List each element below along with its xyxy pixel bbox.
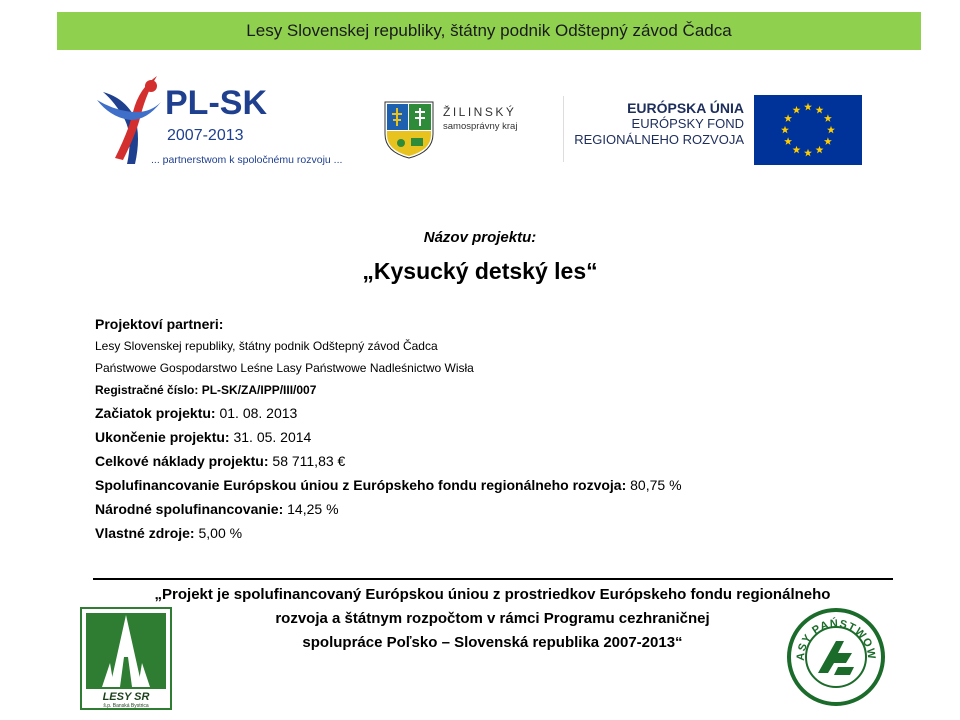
banner-text: Lesy Slovenskej republiky, štátny podnik Odštepný závod Čadca xyxy=(246,21,732,40)
own-value: 5,00 % xyxy=(194,525,243,541)
project-details xyxy=(95,313,895,545)
registration-number: Registračné číslo: PL-SK/ZA/IPP/III/007 xyxy=(95,383,317,397)
project-title: „Kysucký detský les“ xyxy=(362,258,598,284)
eu-flag-icon xyxy=(754,95,862,165)
plsk-slogan: ... partnerstwom k spoločnému rozvoju ... xyxy=(151,154,343,166)
zilina-coat-of-arms-icon xyxy=(383,98,543,160)
plsk-emblem-icon xyxy=(95,72,350,172)
divider xyxy=(93,578,893,580)
lesy-sr-tree-icon xyxy=(80,607,172,710)
funding-line-2: rozvoja a štátnym rozpočtom v rámci Programu cezhraničnej xyxy=(275,610,710,627)
zilina-line2: samosprávny kraj xyxy=(443,121,518,132)
funding-line-1: „Projekt je spolufinancovaný Európskou úniou z prostriedkov Európskeho fondu regionálneho xyxy=(154,586,831,603)
zilina-logo xyxy=(383,98,543,160)
plsk-name: PL-SK xyxy=(165,84,267,122)
own-label: Vlastné zdroje: xyxy=(95,525,195,541)
nat-cofin-value: 14,25 % xyxy=(283,501,339,517)
project-label: Názov projektu: xyxy=(423,229,537,246)
funding-statement xyxy=(90,583,895,655)
partner-2: Państwowe Gospodarstwo Leśne Lasy Państwowe Nadleśnictwo Wisła xyxy=(95,361,474,375)
end-date-row xyxy=(95,425,895,449)
eu-cofinancing-row xyxy=(95,473,895,497)
eu-line3: REGIONÁLNEHO ROZVOJA xyxy=(574,132,744,147)
eu-fund-text xyxy=(563,96,744,162)
eu-line2: EURÓPSKY FOND xyxy=(631,116,744,131)
own-resources-row xyxy=(95,521,895,545)
zilina-line1: ŽILINSKÝ xyxy=(443,105,517,119)
lesy-sr-sub: š.p. Banská Bystrica xyxy=(103,703,149,709)
nat-cofin-label: Národné spolufinancovanie: xyxy=(95,501,284,517)
lesy-sr-logo xyxy=(80,607,172,710)
start-value: 01. 08. 2013 xyxy=(215,405,298,421)
lasy-panstwowe-name: ASY PAŃSTWOW xyxy=(794,617,878,662)
lasy-panstwowe-logo xyxy=(786,607,886,707)
partner-1: Lesy Slovenskej republiky, štátny podnik Odštepný závod Čadca xyxy=(95,339,438,353)
start-date-row xyxy=(95,401,895,425)
start-label: Začiatok projektu: xyxy=(95,405,216,421)
plsk-logo xyxy=(95,72,350,172)
header-banner xyxy=(57,12,921,50)
eu-line1: EURÓPSKA ÚNIA xyxy=(627,100,744,116)
total-cost-row xyxy=(95,449,895,473)
eu-cofin-label: Spolufinancovanie Európskou úniou z Európskeho fondu regionálneho rozvoja: xyxy=(95,477,627,493)
cost-value: 58 711,83 € xyxy=(268,453,346,469)
eu-cofin-value: 80,75 % xyxy=(626,477,682,493)
end-label: Ukončenie projektu: xyxy=(95,429,230,445)
cost-label: Celkové náklady projektu: xyxy=(95,453,269,469)
lasy-panstwowe-emblem-icon xyxy=(786,607,886,707)
lesy-sr-name: LESY SR xyxy=(102,691,150,703)
funding-line-3: spolupráce Poľsko – Slovenská republika 2007-2013“ xyxy=(302,634,683,651)
plsk-years: 2007-2013 xyxy=(167,127,244,144)
national-cofinancing-row xyxy=(95,497,895,521)
end-value: 31. 05. 2014 xyxy=(229,429,312,445)
partners-heading: Projektoví partneri: xyxy=(95,316,224,332)
eu-flag xyxy=(754,95,862,165)
